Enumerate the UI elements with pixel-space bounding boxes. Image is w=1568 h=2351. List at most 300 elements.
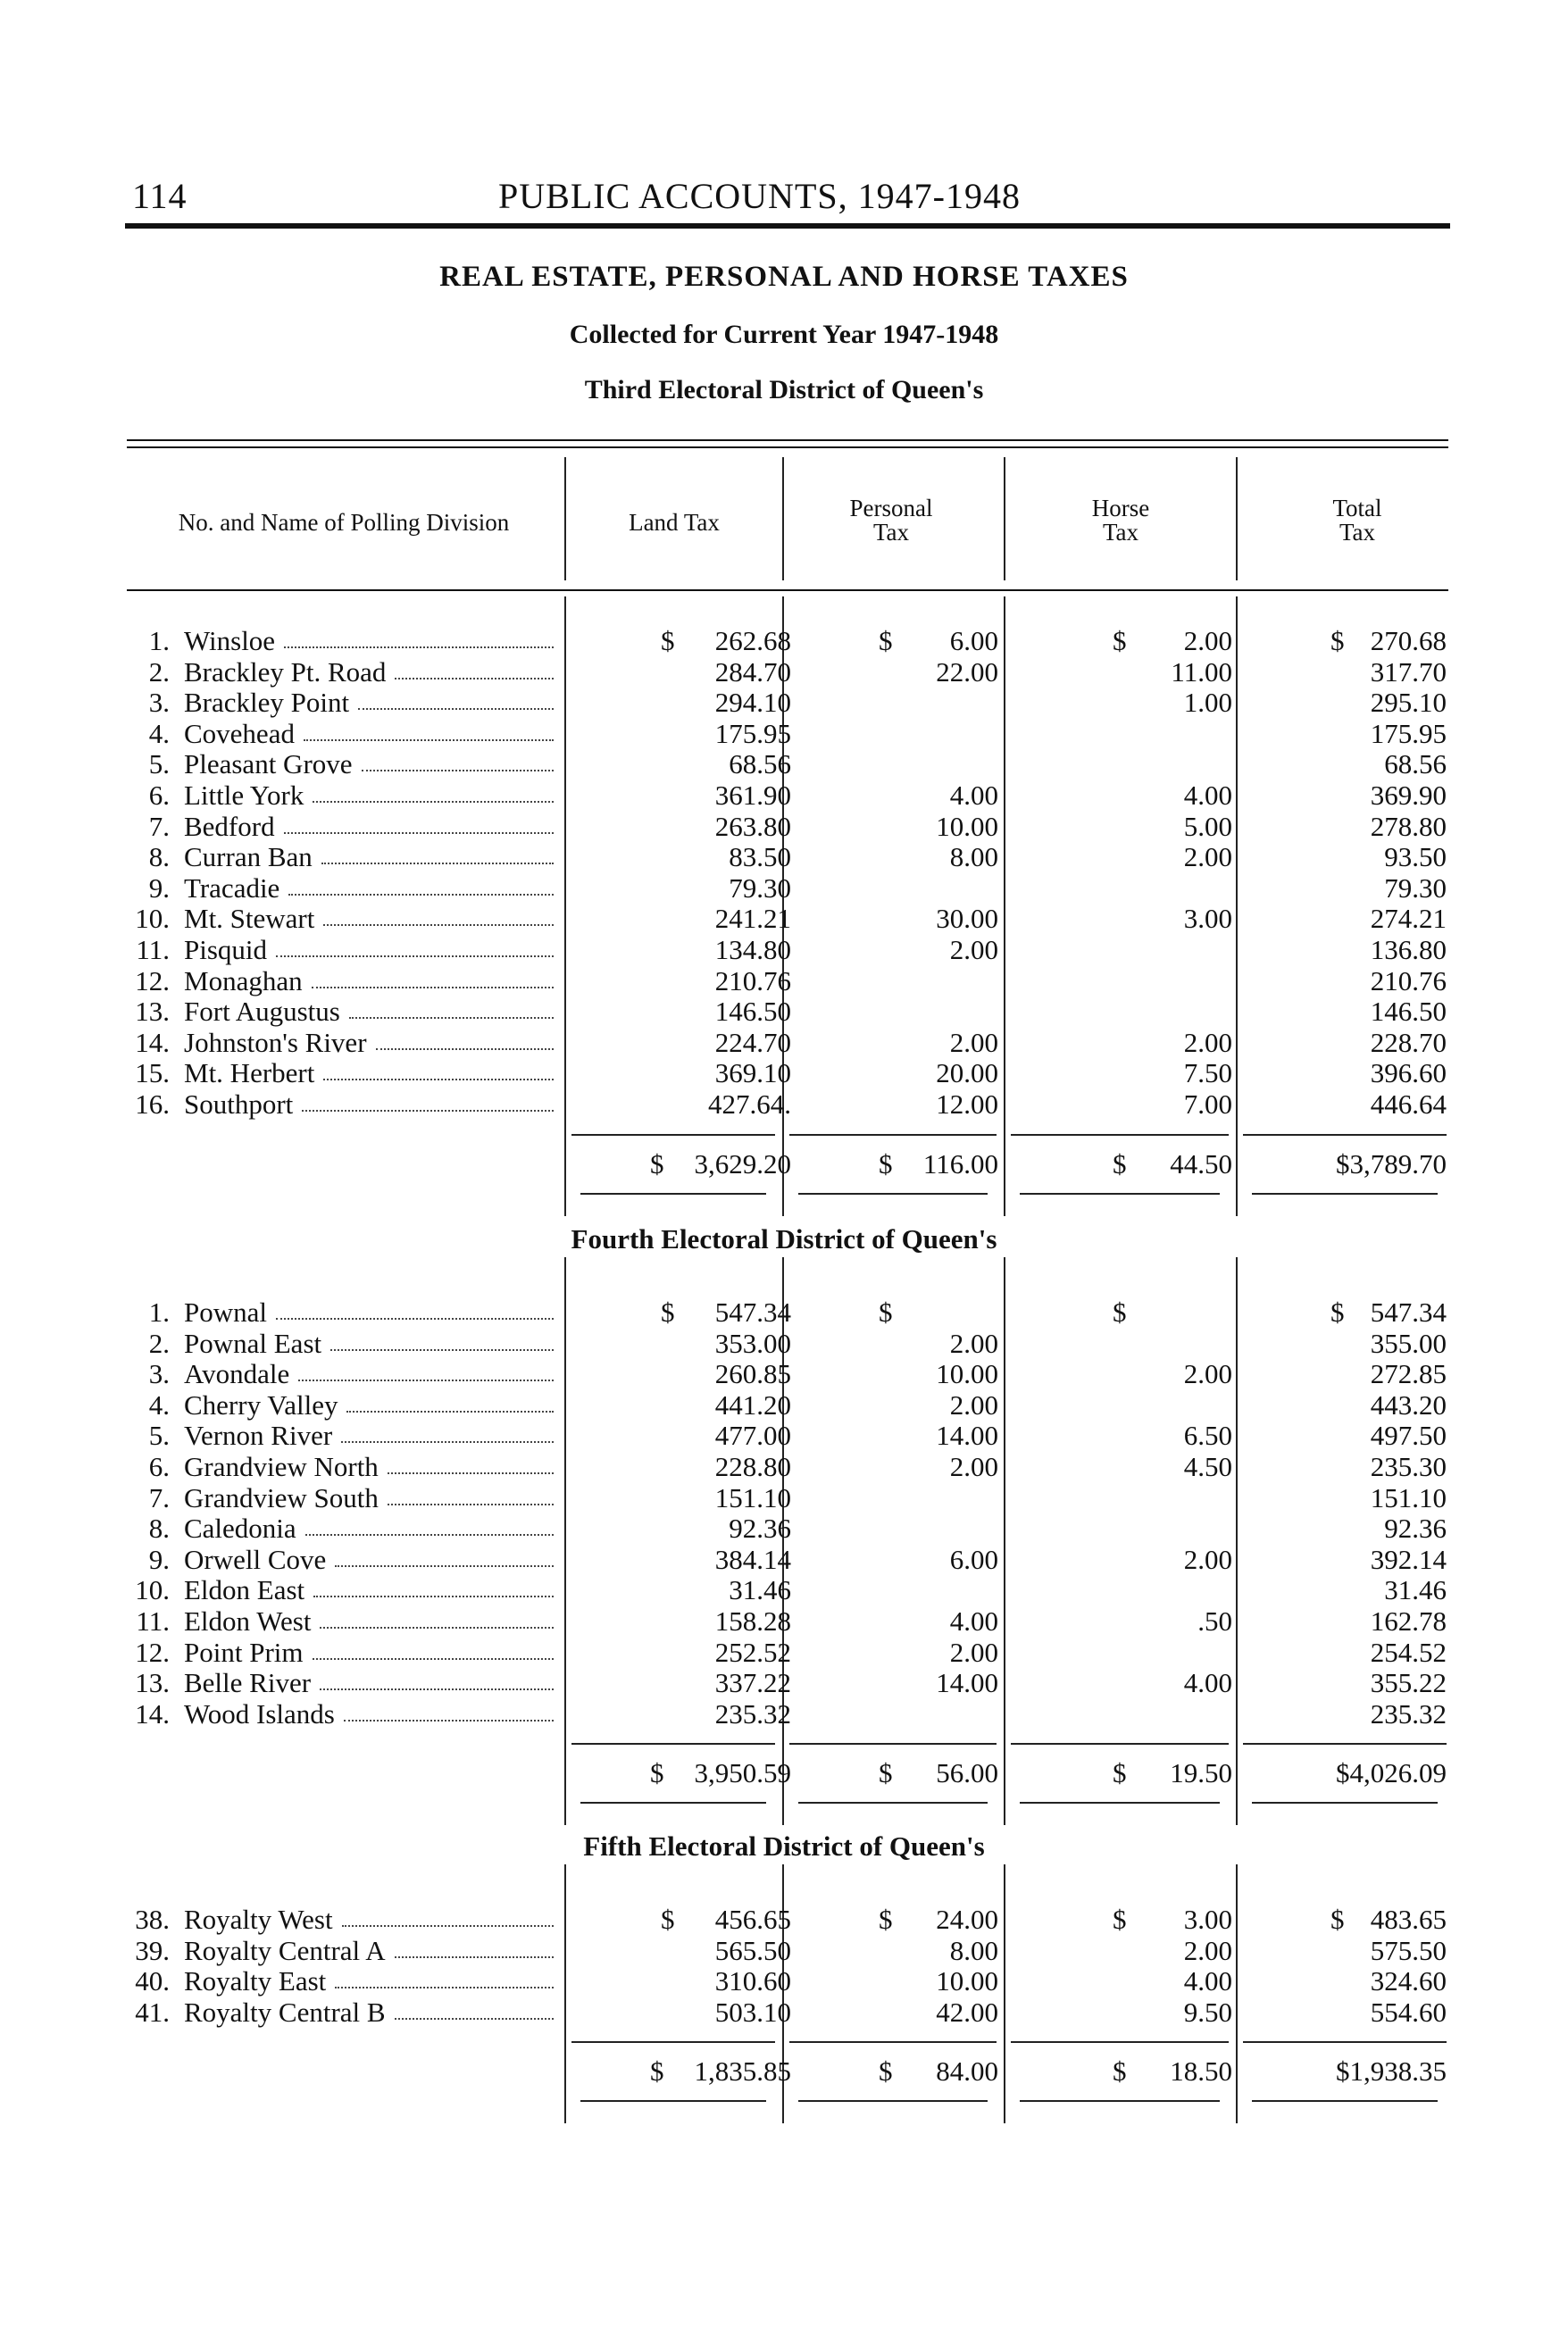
table-row [0,903,1568,934]
division-number: 10. [135,1574,170,1606]
total-tax-value: 295.10 [1370,687,1447,719]
land-tax-value: 92.36 [729,1513,791,1545]
land-tax-total: 3,629.20 [694,1147,791,1180]
horse-tax-value: 2.00 [1183,1543,1232,1575]
total-tax-value: 575.50 [1370,1934,1447,1966]
total-rule [1243,1134,1447,1136]
total-tax-value: 317.70 [1370,655,1447,688]
division-number: 2. [148,655,170,688]
total-tax-value: 68.56 [1384,748,1447,780]
table-row [0,1513,1568,1544]
table-row [0,1935,1568,1966]
dollar-sign: $ [661,625,675,656]
division-number: 9. [148,871,170,904]
personal-tax-value: 22.00 [936,655,998,688]
total-rule [789,1743,997,1745]
leader-dots [313,1658,554,1660]
personal-tax-value: 24.00 [936,1904,998,1935]
table-row [0,1965,1568,1997]
dollar-sign: $ [1330,1904,1345,1935]
total-tax-value: 355.00 [1370,1327,1447,1359]
total-tax-value: 443.20 [1370,1388,1447,1421]
personal-tax-value: 4.00 [949,779,998,811]
dollar-sign: $ [1113,2055,1127,2088]
column-header-horse: Horse Tax [1091,495,1150,546]
division-number: 11. [136,934,170,965]
leader-dots [276,1318,554,1320]
horse-tax-value: 2.00 [1183,1026,1232,1058]
total-tax-value: 278.80 [1370,810,1447,842]
dollar-sign: $ [1330,1296,1345,1328]
total-underline [580,1802,766,1804]
table-row [0,1088,1568,1120]
division-number: 14. [135,1026,170,1058]
total-underline [798,2100,988,2102]
leader-dots [298,1380,554,1381]
division-number: 1. [148,1296,170,1328]
total-rule [571,1134,775,1136]
division-name: Curran Ban [184,841,313,873]
table-row [0,996,1568,1027]
total-tax-value: 446.64 [1370,1088,1447,1120]
division-number: 12. [135,964,170,996]
table-row [0,872,1568,904]
leader-dots [349,1017,554,1019]
division-number: 8. [148,841,170,873]
total-underline [1252,2100,1438,2102]
division-number: 2. [148,1327,170,1359]
division-name: Eldon East [184,1574,305,1606]
totals-row [0,1757,1568,1788]
dollar-sign: $ [879,1904,893,1935]
total-underline [580,2100,766,2102]
total-tax-value: 136.80 [1370,934,1447,965]
table-row [0,1698,1568,1730]
land-tax-value: 79.30 [729,871,791,904]
grand-total: $4,026.09 [1336,1757,1447,1789]
table-row [0,965,1568,996]
total-rule [571,2041,775,2043]
horse-tax-value: 5.00 [1183,810,1232,842]
division-name: Belle River [184,1667,312,1699]
division-name: Winsloe [184,625,276,656]
table-row [0,1389,1568,1421]
dollar-sign: $ [1330,625,1345,656]
personal-tax-value: 10.00 [936,1965,998,1997]
table-row [0,1358,1568,1389]
land-tax-value: 503.10 [714,1996,791,2028]
dollar-sign: $ [661,1296,675,1328]
total-tax-value: 228.70 [1370,1026,1447,1058]
land-tax-value: 262.68 [714,625,791,656]
division-number: 41. [135,1996,170,2028]
land-tax-value: 337.22 [714,1667,791,1699]
total-tax-value: 272.85 [1370,1358,1447,1390]
land-tax-value: 310.60 [714,1965,791,1997]
division-name: Point Prim [184,1636,304,1668]
division-name: Wood Islands [184,1697,335,1730]
personal-tax-value: 42.00 [936,1996,998,2028]
horse-tax-value: 4.00 [1183,1965,1232,1997]
total-rule [1243,2041,1447,2043]
dollar-sign: $ [650,2055,664,2088]
division-name: Vernon River [184,1420,333,1452]
total-underline [798,1193,988,1195]
leader-dots [335,1987,554,1988]
dollar-sign: $ [1113,1147,1127,1180]
horse-tax-value: 3.00 [1183,903,1232,935]
table-row [0,1296,1568,1328]
leader-dots [313,801,554,803]
personal-tax-value: 2.00 [949,1388,998,1421]
leader-dots [284,832,554,834]
division-number: 8. [148,1513,170,1545]
division-name: Grandview North [184,1451,379,1482]
header-divider [782,457,784,580]
totals-row [0,1148,1568,1180]
leader-dots [288,894,554,896]
total-tax-value: 235.30 [1370,1451,1447,1482]
header-rule-top-second [127,446,1448,448]
horse-tax-value: 2.00 [1183,1358,1232,1390]
horse-tax-value: 11.00 [1171,655,1232,688]
division-number: 4. [148,717,170,749]
table-row [0,1057,1568,1088]
land-tax-value: 252.52 [714,1636,791,1668]
division-name: Cherry Valley [184,1388,338,1421]
land-tax-total: 1,835.85 [694,2055,791,2088]
division-number: 7. [148,1481,170,1513]
total-rule [1011,1134,1229,1136]
table-row [0,625,1568,656]
table-row [0,1997,1568,2028]
personal-tax-value: 6.00 [949,625,998,656]
land-tax-value: 158.28 [714,1605,791,1637]
horse-tax-value: 2.00 [1183,841,1232,873]
dollar-sign: $ [1113,1757,1127,1789]
division-number: 39. [135,1934,170,1966]
table-row [0,718,1568,749]
table-row [0,1637,1568,1668]
leader-dots [284,646,554,648]
total-rule [1011,2041,1229,2043]
header-rule-top [127,439,1448,441]
division-name: Johnston's River [184,1026,367,1058]
leader-dots [395,678,554,679]
division-name: Royalty West [184,1904,333,1935]
dollar-sign: $ [661,1904,675,1935]
personal-tax-value: 14.00 [936,1420,998,1452]
leader-dots [302,1110,554,1112]
leader-dots [388,1472,554,1474]
land-tax-value: 210.76 [714,964,791,996]
table-row [0,687,1568,718]
table-row [0,1420,1568,1451]
leader-dots [312,987,554,988]
table-row [0,1451,1568,1482]
division-number: 40. [135,1965,170,1997]
land-tax-value: 547.34 [714,1296,791,1328]
land-tax-value: 134.80 [714,934,791,965]
land-tax-value: 565.50 [714,1934,791,1966]
horse-tax-value: 9.50 [1183,1996,1232,2028]
table-row [0,656,1568,688]
total-tax-value: 355.22 [1370,1667,1447,1699]
column-header-personal: Personal Tax [849,495,933,546]
horse-tax-value: 4.00 [1183,779,1232,811]
leader-dots [313,1596,554,1597]
division-number: 12. [135,1636,170,1668]
personal-tax-value: 2.00 [949,1636,998,1668]
table-row [0,841,1568,872]
total-tax-value: 79.30 [1384,871,1447,904]
land-tax-value: 83.50 [729,841,791,873]
leader-dots [376,1048,554,1050]
division-name: Mt. Stewart [184,903,315,935]
division-number: 15. [135,1057,170,1089]
total-tax-value: 151.10 [1370,1481,1447,1513]
column-header-division: No. and Name of Polling Division [178,509,510,536]
total-tax-value: 396.60 [1370,1057,1447,1089]
division-number: 5. [148,1420,170,1452]
division-number: 38. [135,1904,170,1935]
land-tax-value: 427.64. [708,1088,791,1120]
header-rule [125,223,1450,229]
division-number: 13. [135,996,170,1028]
leader-dots [395,1956,554,1958]
personal-tax-value: 2.00 [949,934,998,965]
personal-tax-value: 8.00 [949,841,998,873]
table-row [0,1328,1568,1359]
total-tax-value: 554.60 [1370,1996,1447,2028]
column-header-land: Land Tax [629,509,720,536]
table-row [0,1574,1568,1605]
horse-tax-total: 44.50 [1170,1147,1232,1180]
division-number: 5. [148,748,170,780]
total-tax-value: 210.76 [1370,964,1447,996]
division-number: 3. [148,687,170,719]
district-title: Fourth Electoral District of Queen's [571,1223,997,1255]
dollar-sign: $ [1113,1904,1127,1935]
page-number: 114 [132,176,188,216]
personal-tax-value: 30.00 [936,903,998,935]
land-tax-value: 241.21 [714,903,791,935]
division-name: Brackley Point [184,687,350,719]
dollar-sign: $ [879,625,893,656]
total-rule [1243,1743,1447,1745]
total-rule [571,1743,775,1745]
division-name: Monaghan [184,964,303,996]
horse-tax-value: 3.00 [1183,1904,1232,1935]
land-tax-value: 146.50 [714,996,791,1028]
leader-dots [344,1720,554,1722]
header-divider [1004,457,1005,580]
table-row [0,779,1568,811]
division-name: Orwell Cove [184,1543,327,1575]
table-row [0,934,1568,965]
land-tax-value: 228.80 [714,1451,791,1482]
division-name: Pisquid [184,934,268,965]
leader-dots [395,2018,554,2020]
running-head [132,175,1445,225]
district-title-third: Third Electoral District of Queen's [584,375,984,404]
land-tax-value: 441.20 [714,1388,791,1421]
division-name: Covehead [184,717,295,749]
total-tax-value: 254.52 [1370,1636,1447,1668]
division-name: Royalty Central A [184,1934,386,1966]
division-number: 6. [148,779,170,811]
leader-dots [304,739,554,741]
division-name: Bedford [184,810,275,842]
total-tax-value: 547.34 [1370,1296,1447,1328]
dollar-sign: $ [1113,1296,1127,1328]
header-rule-bottom [127,589,1448,591]
land-tax-value: 31.46 [729,1574,791,1606]
total-rule [1011,1743,1229,1745]
division-name: Pownal East [184,1327,322,1359]
land-tax-value: 263.80 [714,810,791,842]
land-tax-value: 284.70 [714,655,791,688]
total-tax-value: 497.50 [1370,1420,1447,1452]
horse-tax-value: 6.50 [1183,1420,1232,1452]
division-number: 16. [135,1088,170,1120]
total-underline [1020,2100,1220,2102]
horse-tax-value: 1.00 [1183,687,1232,719]
leader-dots [320,1627,554,1629]
division-name: Fort Augustus [184,996,340,1028]
division-name: Southport [184,1088,294,1120]
dollar-sign: $ [1113,625,1127,656]
division-number: 11. [136,1605,170,1637]
division-number: 4. [148,1388,170,1421]
personal-tax-value: 14.00 [936,1667,998,1699]
personal-tax-value: 2.00 [949,1327,998,1359]
leader-dots [342,1925,554,1927]
personal-tax-value: 12.00 [936,1088,998,1120]
division-number: 9. [148,1543,170,1575]
leader-dots [305,1534,554,1536]
land-tax-value: 68.56 [729,748,791,780]
total-underline [1020,1802,1220,1804]
dollar-sign: $ [650,1147,664,1180]
total-tax-value: 31.46 [1384,1574,1447,1606]
total-tax-value: 146.50 [1370,996,1447,1028]
horse-tax-value: 7.50 [1183,1057,1232,1089]
column-header-total: Total Tax [1332,495,1382,546]
table-row [0,1482,1568,1513]
leader-dots [321,863,554,864]
dollar-sign: $ [879,1147,893,1180]
header-divider [564,457,566,580]
leader-dots [335,1565,554,1567]
dollar-sign: $ [879,2055,893,2088]
leader-dots [341,1441,554,1443]
division-name: Grandview South [184,1481,379,1513]
total-underline [1252,1193,1438,1195]
land-tax-value: 477.00 [714,1420,791,1452]
personal-tax-value: 8.00 [949,1934,998,1966]
personal-tax-value: 6.00 [949,1543,998,1575]
total-tax-value: 92.36 [1384,1513,1447,1545]
personal-tax-total: 84.00 [936,2055,998,2088]
total-tax-value: 175.95 [1370,717,1447,749]
total-rule [789,2041,997,2043]
leader-dots [323,924,554,926]
table-title: REAL ESTATE, PERSONAL AND HORSE TAXES [439,261,1129,293]
land-tax-value: 353.00 [714,1327,791,1359]
total-tax-value: 93.50 [1384,841,1447,873]
total-underline [798,1802,988,1804]
personal-tax-value: 4.00 [949,1605,998,1637]
horse-tax-value: 4.50 [1183,1451,1232,1482]
land-tax-value: 260.85 [714,1358,791,1390]
leader-dots [362,770,554,771]
total-tax-value: 270.68 [1370,625,1447,656]
total-tax-value: 235.32 [1370,1697,1447,1730]
table-row [0,1667,1568,1698]
division-name: Eldon West [184,1605,312,1637]
division-name: Caledonia [184,1513,296,1545]
division-number: 1. [148,625,170,656]
total-tax-value: 324.60 [1370,1965,1447,1997]
horse-tax-value: 7.00 [1183,1088,1232,1120]
running-title: PUBLIC ACCOUNTS, 1947-1948 [498,176,1021,216]
division-number: 6. [148,1451,170,1482]
land-tax-total: 3,950.59 [694,1757,791,1789]
division-name: Tracadie [184,871,280,904]
dollar-sign: $ [879,1757,893,1789]
total-underline [1020,1193,1220,1195]
district-title: Fifth Electoral District of Queen's [583,1830,985,1862]
division-number: 3. [148,1358,170,1390]
division-number: 10. [135,903,170,935]
horse-tax-value: .50 [1197,1605,1232,1637]
land-tax-value: 369.10 [714,1057,791,1089]
personal-tax-total: 56.00 [936,1757,998,1789]
total-tax-value: 162.78 [1370,1605,1447,1637]
land-tax-value: 224.70 [714,1026,791,1058]
table-row [0,1544,1568,1575]
totals-row [0,2055,1568,2087]
table-row [0,748,1568,779]
total-tax-value: 274.21 [1370,903,1447,935]
leader-dots [346,1411,554,1413]
land-tax-value: 361.90 [714,779,791,811]
table-row [0,1605,1568,1637]
total-underline [580,1193,766,1195]
horse-tax-value: 2.00 [1183,1934,1232,1966]
grand-total: $3,789.70 [1336,1147,1447,1180]
leader-dots [388,1504,554,1505]
land-tax-value: 151.10 [714,1481,791,1513]
division-name: Pleasant Grove [184,748,353,780]
leader-dots [330,1349,554,1351]
division-number: 13. [135,1667,170,1699]
land-tax-value: 384.14 [714,1543,791,1575]
personal-tax-value: 2.00 [949,1026,998,1058]
division-name: Royalty East [184,1965,327,1997]
land-tax-value: 294.10 [714,687,791,719]
horse-tax-value: 4.00 [1183,1667,1232,1699]
total-tax-value: 392.14 [1370,1543,1447,1575]
leader-dots [320,1688,554,1690]
table-subtitle: Collected for Current Year 1947-1948 [569,320,999,349]
personal-tax-value: 10.00 [936,810,998,842]
horse-tax-value: 2.00 [1183,625,1232,656]
horse-tax-total: 19.50 [1170,1757,1232,1789]
table-row [0,1027,1568,1058]
horse-tax-total: 18.50 [1170,2055,1232,2088]
